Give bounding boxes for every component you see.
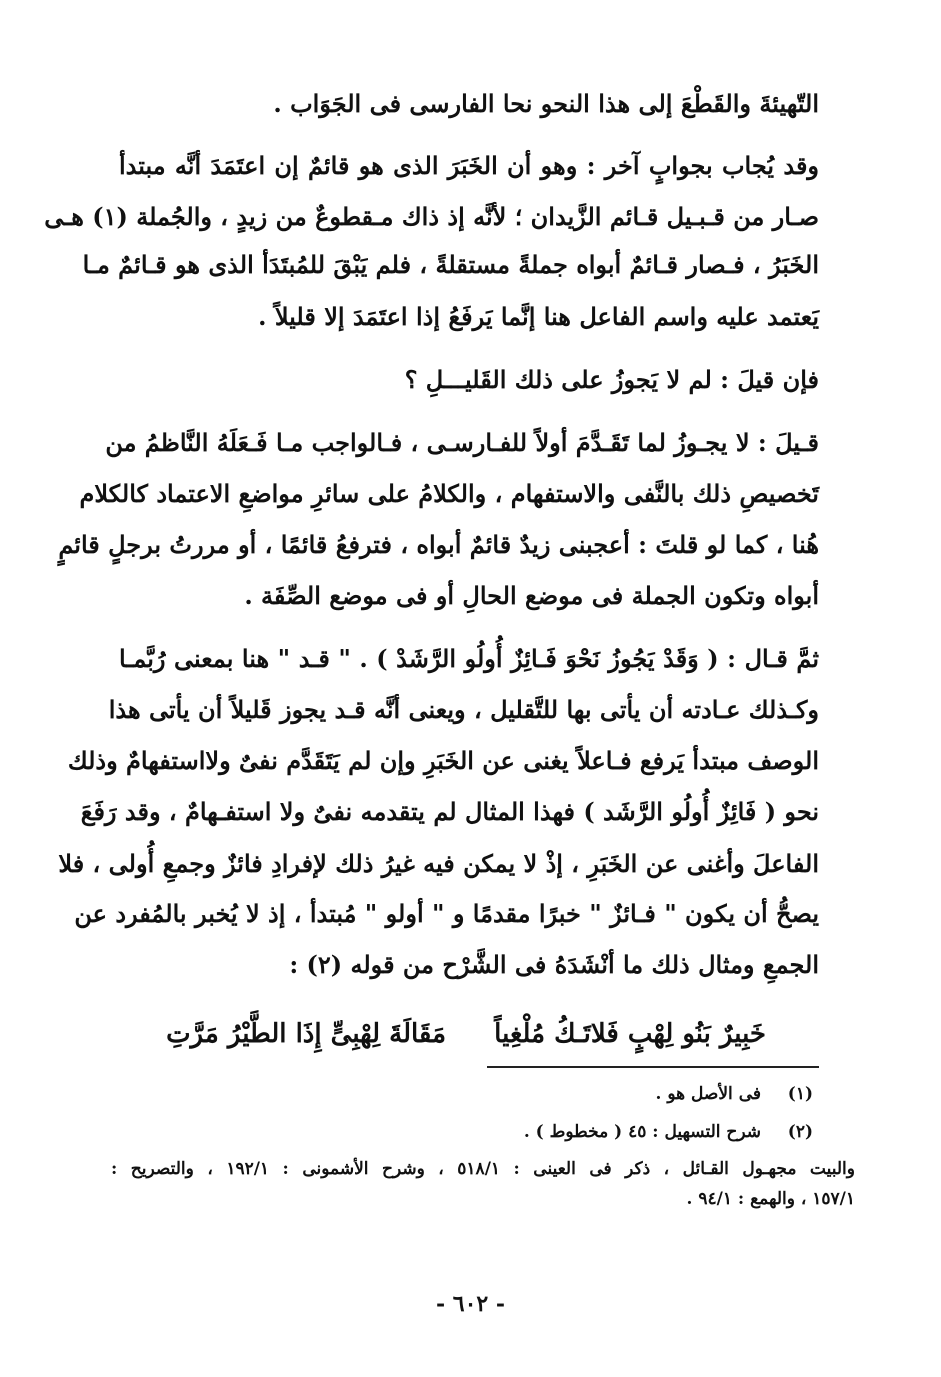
text-line: الخَبَرُ ، فـصار قـائمٌ أبواه جملةً مستقلةً ، فلم يَبْقَ للمُبتَدَأ الذى هو قـائمٌ مـا	[82, 250, 819, 279]
text-line: يصحُّ أن يكون " فـائزٌ " خبرًا مقدمًا و " أولو " مُبتدأ ، إذ لا يُخبر بالمُفرد عن	[74, 899, 819, 928]
text-line: قـيلَ : لا يجـوزُ لما تَقَـدَّمَ أولاً للفـارسـى ، فـالواجب مـا فَـعَلَهُ النَّاظمُ من	[105, 428, 819, 457]
footnote-note-line: ١٥٧/١ ، والهمع : ٩٤/١ .	[686, 1189, 855, 1209]
footnote-number: (٢)	[787, 1122, 813, 1142]
text-line: وكـذلك عـادته أن يأتى بها للتَّقليل ، ويعنى أنَّه قـد يجوز قَليلاً أن يأتى هذا	[108, 695, 819, 724]
footnote-text: شرح التسهيل : ٤٥ ( مخطوط ) .	[523, 1122, 761, 1142]
page-number: - ٦٠٢ -	[435, 1291, 506, 1317]
text-line: التّهيئةَ والقَطْعَ إلى هذا النحو نحا الفارسى فى الجَوَاب .	[273, 89, 819, 118]
footnote-text: فى الأصل هو .	[655, 1084, 761, 1104]
footnote-note-line: والبيت مجهـول القـائل ، ذكر فى العينى : ٥١٨/١ ، وشرح الأشمونى : ١٩٢/١ ، والتصريح :	[111, 1159, 855, 1179]
text-line: ثمَّ قـال : ( وَقَدْ يَجُوزُ نَحْوَ فَـائِزٌ أُولُو الرَّشَدْ ) . " قـد " هنا بمعنى رُبَّمـا	[119, 644, 819, 673]
text-line: تَخصيصِ ذلك بالنَّفى والاستفهام ، والكلامُ على سائرِ مواضعِ الاعتماد كالكلام	[79, 479, 819, 508]
text-line: هُنا ، كما لو قلتَ : أعجبنى زيدٌ قائمٌ أبواه ، فترفعُ قائمًا ، أو مررتُ برجلٍ قائمٍ	[58, 530, 819, 559]
verse-second-hemistich: مَقَالَةَ لِهْبِىٍّ إِذَا الطَّيْرُ مَرَّتِ	[166, 1019, 446, 1049]
text-line: صـار من قـبـيل قـائم الزَّيدان ؛ لأنَّه إذ ذاك مـقطوعٌ من زيدٍ ، والجُملة (١) هـى	[44, 202, 819, 231]
text-line: الجمعِ ومثال ذلك ما أنْشَدَهُ فى الشَّرْح من قوله (٢) :	[289, 950, 819, 979]
text-line: يَعتمد عليه واسم الفاعل هنا إنَّما يَرفَعُ إذا اعتَمَدَ إلا قليلاً .	[258, 302, 819, 331]
text-line: فإن قيلَ : لم لا يَجوزُ على ذلك القَليـــلِ ؟	[404, 365, 819, 394]
footnote-separator	[487, 1066, 819, 1068]
text-line: الفاعلَ وأغنى عن الخَبَرِ ، إذْ لا يمكن فيه غيرُ ذلك لإفرادِ فائزٌ وجمعِ أُولى ، فلا	[58, 849, 819, 878]
verse-first-hemistich: خَبِيرٌ بَنُو لِهْبٍ فَلاتَـكُ مُلْغِياً	[494, 1019, 766, 1049]
text-line: نحو ( فَائِزٌ أُولُو الرَّشَد ) فهذا المثال لم يتقدمه نفىٌ ولا استفـهامٌ ، وقد رَفَعَ	[80, 797, 819, 826]
footnote-number: (١)	[787, 1084, 813, 1104]
text-line: الوصف مبتدأ يَرفع فـاعلاً يغنى عن الخَبَرِ وإن لم يَتَقَدَّم نفىٌ ولااستفهامٌ وذلك	[67, 746, 819, 775]
text-line: وقد يُجاب بجوابٍ آخر : وهو أن الخَبَرَ الذى هو قائمٌ إن اعتَمَدَ أنَّه مبتدأ	[119, 151, 820, 180]
text-line: أبواه وتكون الجملة فى موضع الحالِ أو فى موضع الصِّفَة .	[244, 581, 819, 610]
